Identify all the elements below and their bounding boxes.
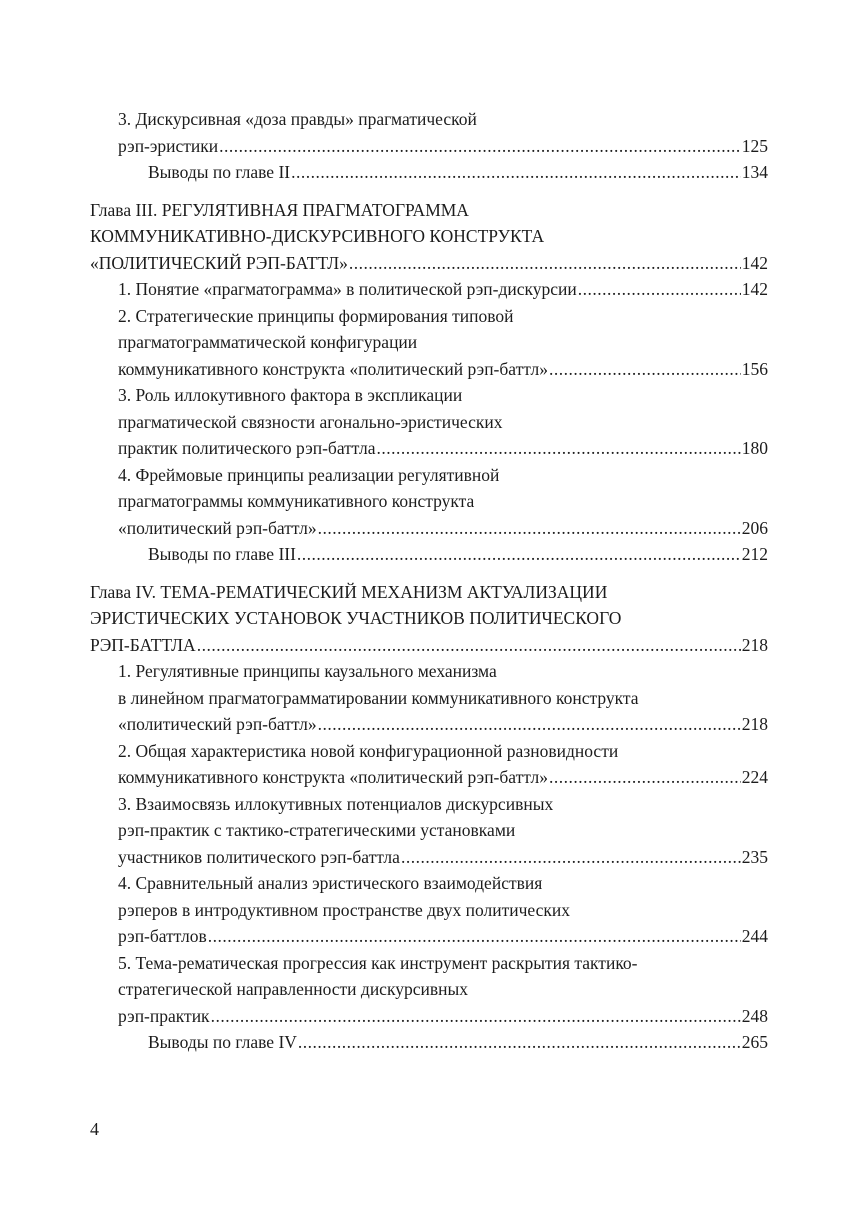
toc-line bbox=[118, 764, 768, 791]
table-of-contents bbox=[90, 106, 768, 1056]
toc-title-text: «политический рэп-баттл» bbox=[118, 517, 317, 538]
toc-section[interactable] bbox=[90, 870, 768, 950]
dot-leader bbox=[377, 435, 741, 462]
toc-page-number: 265 bbox=[741, 1032, 768, 1052]
toc-title-text: «ПОЛИТИЧЕСКИЙ РЭП-БАТТЛ» bbox=[90, 252, 348, 273]
toc-title-text: 5. Тема-рематическая прогрессия как инструмент раскрытия тактико- bbox=[118, 952, 638, 973]
toc-line bbox=[118, 658, 768, 685]
section-gap bbox=[90, 186, 768, 197]
toc-page-number: 212 bbox=[741, 544, 768, 564]
dot-leader bbox=[318, 711, 741, 738]
toc-page-number: 156 bbox=[741, 358, 768, 379]
dot-leader bbox=[298, 1029, 741, 1056]
toc-section[interactable] bbox=[90, 738, 768, 791]
toc-line bbox=[118, 356, 768, 383]
toc-section[interactable] bbox=[90, 462, 768, 542]
toc-title-text: прагматической связности агонально-эристических bbox=[118, 411, 503, 432]
toc-title-text: 4. Фреймовые принципы реализации регулятивной bbox=[118, 464, 500, 485]
toc-title-text: прагматограммы коммуникативного конструкта bbox=[118, 491, 475, 511]
toc-title-text: рэперов в интродуктивном пространстве двух политических bbox=[118, 899, 570, 920]
dot-leader bbox=[208, 923, 741, 950]
toc-title-text: Выводы по главе IV bbox=[148, 1032, 297, 1052]
section-gap bbox=[90, 568, 768, 579]
toc-line bbox=[118, 817, 768, 844]
toc-line bbox=[148, 541, 768, 568]
toc-section[interactable] bbox=[90, 950, 768, 1030]
toc-page-number: 180 bbox=[741, 438, 768, 458]
toc-page-number: 224 bbox=[741, 767, 768, 787]
toc-section[interactable] bbox=[90, 276, 768, 303]
toc-title-text: ЭРИСТИЧЕСКИХ УСТАНОВОК УЧАСТНИКОВ ПОЛИТИЧЕСКОГО bbox=[90, 608, 622, 628]
toc-title-text: Выводы по главе III bbox=[148, 544, 296, 564]
toc-line bbox=[118, 515, 768, 542]
toc-line bbox=[118, 711, 768, 738]
toc-section[interactable] bbox=[90, 791, 768, 871]
dot-leader bbox=[318, 515, 741, 542]
toc-page-number: 206 bbox=[741, 517, 768, 538]
toc-line bbox=[118, 329, 768, 356]
toc-title-text: 1. Регулятивные принципы каузального механизма bbox=[118, 661, 497, 681]
toc-line bbox=[118, 685, 768, 712]
toc-title-text: коммуникативного конструкта «политический рэп-баттл» bbox=[118, 358, 548, 379]
toc-section[interactable] bbox=[90, 303, 768, 383]
toc-line bbox=[90, 223, 768, 250]
toc-line bbox=[118, 738, 768, 765]
toc-line bbox=[148, 1029, 768, 1056]
toc-title-text: Глава IV. ТЕМА-РЕМАТИЧЕСКИЙ МЕХАНИЗМ АКТУАЛИЗАЦИИ bbox=[90, 581, 608, 602]
toc-title-text: в линейном прагматограмматировании коммуникативного конструкта bbox=[118, 687, 639, 708]
toc-line bbox=[118, 950, 768, 977]
toc-conclusion[interactable] bbox=[90, 1029, 768, 1056]
toc-line bbox=[118, 382, 768, 409]
toc-chapter[interactable] bbox=[90, 579, 768, 659]
dot-leader bbox=[197, 632, 741, 659]
toc-section[interactable] bbox=[90, 658, 768, 738]
toc-page-number: 125 bbox=[741, 135, 768, 156]
toc-section[interactable] bbox=[90, 106, 768, 159]
toc-title-text: 1. Понятие «прагматограмма» в политической рэп-дискурсии bbox=[118, 279, 577, 299]
toc-title-text: рэп-практик с тактико-стратегическими установками bbox=[118, 820, 516, 840]
toc-title-text: 3. Взаимосвязь иллокутивных потенциалов дискурсивных bbox=[118, 793, 554, 814]
toc-page-number: 248 bbox=[741, 1005, 768, 1026]
dot-leader bbox=[211, 1003, 741, 1030]
toc-conclusion[interactable] bbox=[90, 159, 768, 186]
toc-page-number: 218 bbox=[741, 714, 768, 734]
toc-title-text: 3. Роль иллокутивного фактора в экспликации bbox=[118, 385, 463, 405]
toc-title-text: РЭП-БАТТЛА bbox=[90, 634, 196, 655]
toc-chapter[interactable] bbox=[90, 197, 768, 277]
toc-section[interactable] bbox=[90, 382, 768, 462]
toc-title-text: Выводы по главе II bbox=[148, 162, 291, 182]
toc-page-number: 142 bbox=[741, 252, 768, 273]
dot-leader bbox=[549, 764, 741, 791]
toc-title-text: 4. Сравнительный анализ эристического взаимодействия bbox=[118, 873, 543, 893]
toc-title-text: рэп-баттлов bbox=[118, 926, 207, 946]
toc-line bbox=[90, 197, 768, 224]
toc-title-text: практик политического рэп-баттла bbox=[118, 438, 376, 458]
toc-title-text: КОММУНИКАТИВНО-ДИСКУРСИВНОГО КОНСТРУКТА bbox=[90, 226, 545, 246]
dot-leader bbox=[549, 356, 741, 383]
dot-leader bbox=[349, 250, 741, 277]
page-number: 4 bbox=[90, 1119, 99, 1139]
toc-line bbox=[118, 1003, 768, 1030]
toc-title-text: прагматограмматической конфигурации bbox=[118, 332, 418, 352]
dot-leader bbox=[401, 844, 741, 871]
toc-page-number: 134 bbox=[741, 162, 768, 182]
toc-title-text: рэп-эристики bbox=[118, 135, 219, 156]
toc-line bbox=[118, 923, 768, 950]
toc-page-number: 218 bbox=[741, 634, 768, 655]
toc-line bbox=[118, 897, 768, 924]
toc-line bbox=[118, 488, 768, 515]
toc-page-number: 142 bbox=[741, 279, 768, 299]
toc-line bbox=[118, 409, 768, 436]
toc-title-text: «политический рэп-баттл» bbox=[118, 714, 317, 734]
toc-title-text: коммуникативного конструкта «политический рэп-баттл» bbox=[118, 767, 548, 787]
toc-line bbox=[90, 579, 768, 606]
toc-line bbox=[90, 632, 768, 659]
toc-line bbox=[90, 605, 768, 632]
toc-line bbox=[118, 276, 768, 303]
toc-line bbox=[118, 870, 768, 897]
toc-title-text: Глава III. РЕГУЛЯТИВНАЯ ПРАГМАТОГРАММА bbox=[90, 199, 469, 220]
toc-line bbox=[118, 435, 768, 462]
toc-page-number: 235 bbox=[741, 846, 768, 867]
toc-line bbox=[118, 976, 768, 1003]
toc-line bbox=[148, 159, 768, 186]
toc-title-text: участников политического рэп-баттла bbox=[118, 846, 400, 867]
toc-line bbox=[118, 791, 768, 818]
dot-leader bbox=[219, 133, 741, 160]
toc-title-text: 3. Дискурсивная «доза правды» прагматической bbox=[118, 109, 477, 129]
toc-line bbox=[118, 106, 768, 133]
toc-page-number: 244 bbox=[741, 926, 768, 946]
toc-title-text: стратегической направленности дискурсивных bbox=[118, 979, 468, 999]
toc-conclusion[interactable] bbox=[90, 541, 768, 568]
dot-leader bbox=[578, 276, 741, 303]
dot-leader bbox=[291, 159, 741, 186]
toc-title-text: 2. Стратегические принципы формирования типовой bbox=[118, 305, 514, 326]
toc-line bbox=[118, 462, 768, 489]
toc-title-text: рэп-практик bbox=[118, 1005, 210, 1026]
toc-line bbox=[90, 250, 768, 277]
dot-leader bbox=[297, 541, 741, 568]
toc-line bbox=[118, 844, 768, 871]
toc-line bbox=[118, 133, 768, 160]
toc-line bbox=[118, 303, 768, 330]
toc-title-text: 2. Общая характеристика новой конфигурационной разновидности bbox=[118, 740, 619, 761]
